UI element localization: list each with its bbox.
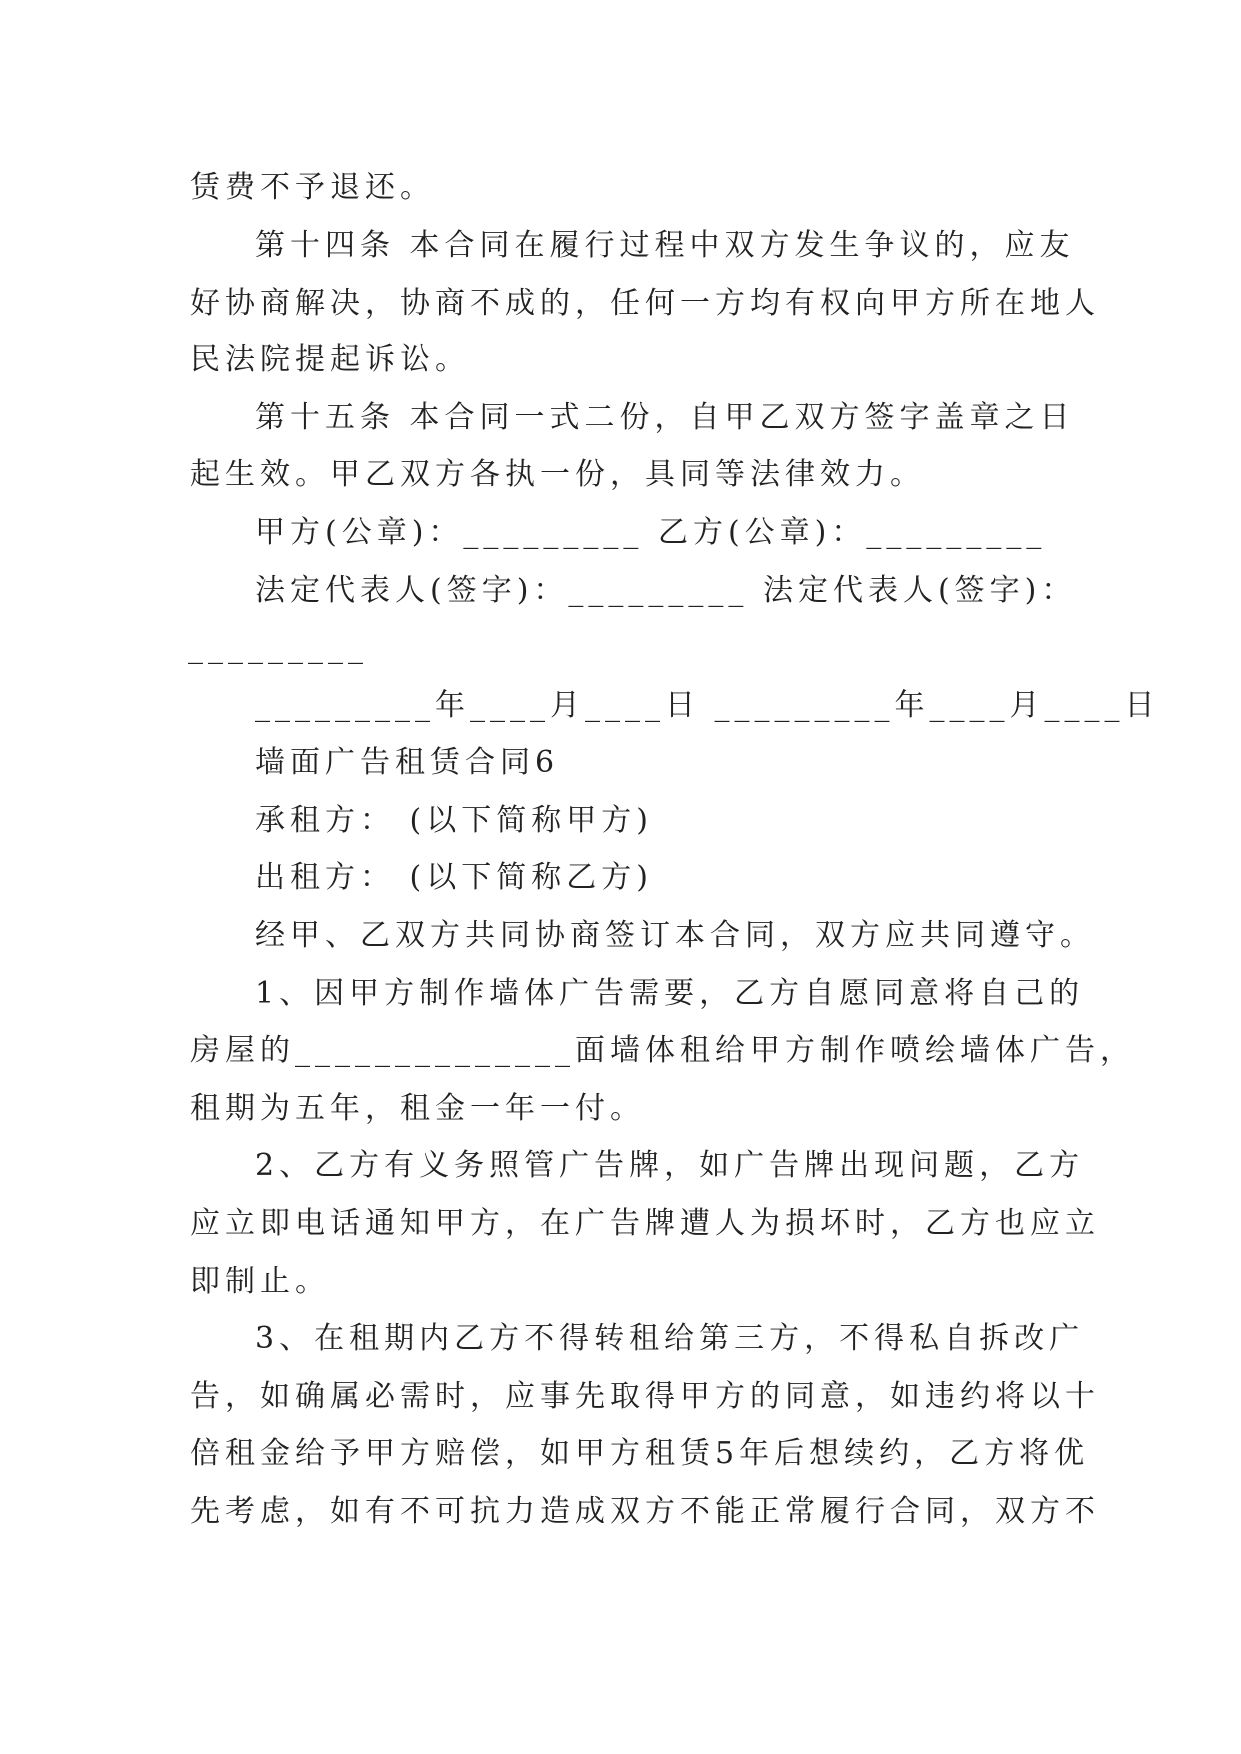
signature-line-representative: 法定代表人(签字)：_________ 法定代表人(签字)：	[255, 573, 1077, 608]
text-line: 赁费不予退还。	[190, 170, 435, 205]
text-line: 先考虑，如有不可抗力造成双方不能正常履行合同，双方不	[190, 1494, 1100, 1529]
signature-line-seal: 甲方(公章)：_________ 乙方(公章)：_________	[255, 515, 1047, 550]
text-line: 起生效。甲乙双方各执一份，具同等法律效力。	[190, 457, 925, 492]
text-line: 租期为五年，租金一年一付。	[190, 1091, 645, 1126]
text-line: 3、在租期内乙方不得转租给第三方，不得私自拆改广	[255, 1321, 1085, 1356]
text-line: 第十四条 本合同在履行过程中双方发生争议的，应友	[255, 228, 1075, 263]
text-line: 倍租金给予甲方赔偿，如甲方租赁5年后想续约，乙方将优	[190, 1436, 1090, 1471]
text-line: 1、因甲方制作墙体广告需要，乙方自愿同意将自己的	[255, 976, 1085, 1011]
text-line: 告，如确属必需时，应事先取得甲方的同意，如违约将以十	[190, 1379, 1100, 1414]
text-line: 出租方： (以下简称乙方)	[255, 860, 653, 895]
date-line: _________年____月____日 _________年____月____日	[255, 688, 1160, 723]
text-line: 承租方： (以下简称甲方)	[255, 803, 653, 838]
text-line: 好协商解决，协商不成的，任何一方均有权向甲方所在地人	[190, 286, 1100, 321]
text-line: 即制止。	[190, 1264, 330, 1299]
text-line: 第十五条 本合同一式二份，自甲乙双方签字盖章之日	[255, 400, 1075, 435]
signature-blank: _________	[188, 630, 368, 665]
text-line: 经甲、乙双方共同协商签订本合同，双方应共同遵守。	[255, 918, 1095, 953]
text-line: 民法院提起诉讼。	[190, 342, 470, 377]
text-line: 应立即电话通知甲方，在广告牌遭人为损坏时，乙方也应立	[190, 1206, 1100, 1241]
text-line: 2、乙方有义务照管广告牌，如广告牌出现问题，乙方	[255, 1148, 1085, 1183]
text-line: 房屋的______________面墙体租给甲方制作喷绘墙体广告，	[190, 1033, 1135, 1068]
contract-title: 墙面广告租赁合同6	[255, 745, 560, 780]
